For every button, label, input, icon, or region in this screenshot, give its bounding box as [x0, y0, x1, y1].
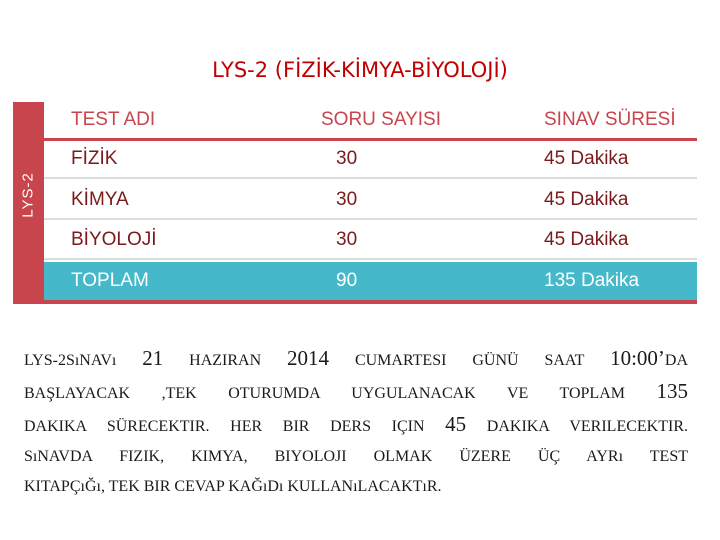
table-header-row	[44, 102, 697, 141]
text-segment: CUMARTESI GÜNÜ SAAT	[329, 352, 611, 369]
side-label-text: LYS-2	[19, 172, 37, 218]
per-test-minutes: 45	[445, 412, 467, 436]
total-question-count-cell: 90	[336, 270, 358, 291]
duration-cell: 45 Dakika	[544, 189, 629, 210]
description-line	[24, 343, 688, 376]
header-exam-duration: SINAV SÜRESİ	[544, 109, 676, 130]
question-count-cell: 30	[336, 229, 358, 250]
total-label-cell: TOPLAM	[71, 270, 149, 291]
duration-cell: 45 Dakika	[544, 148, 629, 169]
duration-cell: 45 Dakika	[544, 229, 629, 250]
text-segment: LYS-2SıNAVı	[24, 352, 143, 369]
question-count-cell: 30	[336, 148, 358, 169]
description-line	[24, 376, 688, 409]
header-test-name: TEST ADI	[71, 109, 156, 130]
test-name-cell: FİZİK	[71, 148, 118, 169]
page-title: LYS-2 (FİZİK-KİMYA-BİYOLOJİ)	[212, 58, 508, 82]
header-question-count: SORU SAYISI	[321, 109, 442, 130]
text-segment: HAZIRAN	[163, 352, 288, 369]
date-year: 2014	[287, 346, 330, 370]
description-line: KITAPÇıĞı, TEK BIR CEVAP KAĞıDı KULLANıLACAKTıR.	[24, 478, 442, 495]
exam-description	[24, 343, 688, 502]
description-line: SıNAVDA FIZIK, KIMYA, BIYOLOJI OLMAK ÜZERE ÜÇ AYRı TEST	[24, 448, 688, 465]
side-label	[16, 140, 40, 250]
total-minutes: 135	[656, 379, 688, 403]
date-day: 21	[142, 346, 164, 370]
test-name-cell: BİYOLOJİ	[71, 229, 157, 250]
question-count-cell: 30	[336, 189, 358, 210]
text-segment: DAKIKA VERILECEKTIR.	[466, 418, 689, 435]
table-row	[44, 141, 697, 179]
exam-table	[44, 102, 697, 300]
description-line	[24, 409, 688, 442]
table-row	[44, 182, 697, 220]
text-segment: BAŞLAYACAK ,TEK OTURUMDA UYGULANACAK VE TOPLAM	[24, 385, 657, 402]
total-duration-cell: 135 Dakika	[544, 270, 640, 291]
table-total-row	[44, 262, 697, 300]
test-name-cell: KİMYA	[71, 189, 129, 210]
text-segment: DAKIKA SÜRECEKTIR. HER BIR DERS IÇIN	[24, 418, 446, 435]
table-row	[44, 222, 697, 260]
text-segment: DA	[664, 352, 689, 369]
exam-time: 10:00’	[610, 346, 665, 370]
